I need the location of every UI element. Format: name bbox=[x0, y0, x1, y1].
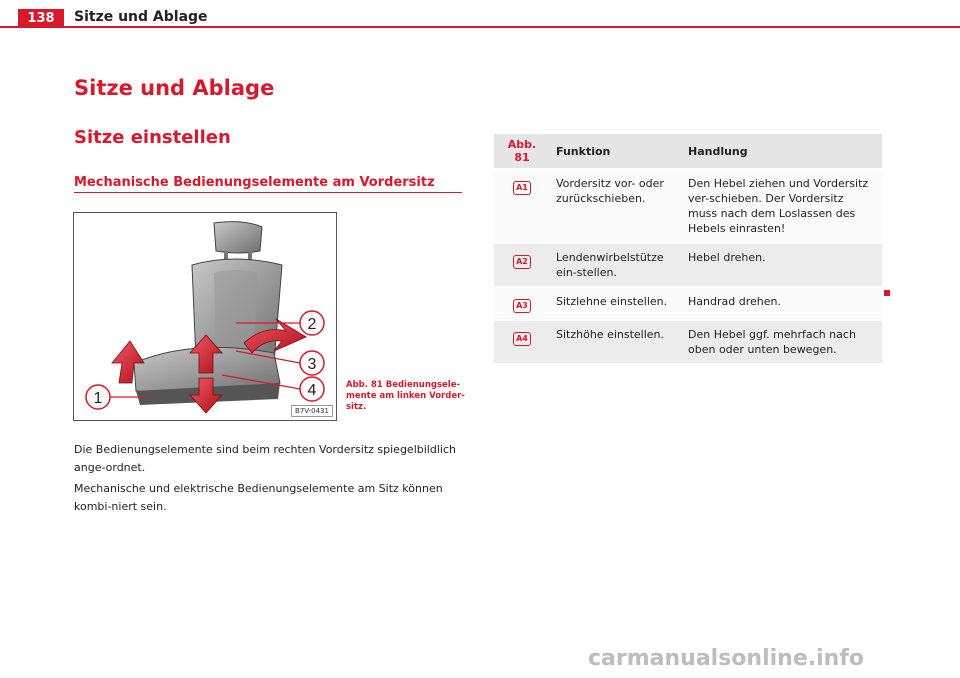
paragraph-combined: Mechanische und elektrische Bedienungselemente am Sitz können kombi-niert sein. bbox=[74, 482, 443, 513]
page-number: 138 bbox=[18, 9, 64, 28]
section-title: Sitze einstellen bbox=[74, 127, 231, 148]
function-table bbox=[494, 134, 882, 365]
cell-handlung: Hebel drehen. bbox=[682, 244, 882, 288]
header-funktion: Funktion bbox=[550, 134, 682, 170]
subsection-title: Mechanische Bedienungselemente am Vordersitz bbox=[74, 175, 435, 190]
ref-badge: A3 bbox=[513, 299, 531, 313]
table-row bbox=[494, 170, 882, 244]
seat-illustration bbox=[74, 213, 336, 420]
section-end-mark bbox=[884, 290, 890, 296]
cell-funktion: Lendenwirbelstütze ein-stellen. bbox=[550, 244, 682, 288]
subsection-rule bbox=[74, 192, 462, 193]
ref-badge: A1 bbox=[513, 181, 531, 195]
chapter-title: Sitze und Ablage bbox=[74, 76, 275, 100]
cell-funktion: Sitzlehne einstellen. bbox=[550, 288, 682, 321]
header-handlung: Handlung bbox=[682, 134, 882, 170]
paragraph-mirror: Die Bedienungselemente sind beim rechten Vordersitz spiegelbildlich ange-ordnet. bbox=[74, 443, 456, 474]
callout-4: 4 bbox=[307, 382, 317, 399]
ref-badge: A2 bbox=[513, 255, 531, 269]
cell-handlung: Den Hebel ziehen und Vordersitz ver-schieben. Der Vordersitz muss nach dem Loslassen des Hebels einrasten! bbox=[682, 170, 882, 244]
page-header bbox=[0, 0, 960, 28]
cell-handlung: Den Hebel ggf. mehrfach nach oben oder unten bewegen. bbox=[682, 321, 882, 365]
header-rule bbox=[0, 26, 960, 28]
figure-code: B7V-0431 bbox=[291, 405, 333, 417]
seat-figure bbox=[73, 212, 337, 421]
figure-caption: Abb. 81 Bedienungsele-mente am linken Vorder-sitz. bbox=[346, 380, 465, 412]
callout-1: 1 bbox=[93, 390, 103, 407]
cell-funktion: Sitzhöhe einstellen. bbox=[550, 321, 682, 365]
table-row bbox=[494, 288, 882, 321]
callout-2: 2 bbox=[307, 316, 317, 333]
cell-funktion: Vordersitz vor- oder zurückschieben. bbox=[550, 170, 682, 244]
running-title: Sitze und Ablage bbox=[74, 9, 208, 25]
callout-3: 3 bbox=[307, 356, 317, 373]
header-abb: Abb. 81 bbox=[494, 134, 550, 170]
ref-badge: A4 bbox=[513, 332, 531, 346]
cell-handlung: Handrad drehen. bbox=[682, 288, 882, 321]
footer-watermark: carmanualsonline.info bbox=[588, 646, 864, 671]
table-row bbox=[494, 321, 882, 365]
table-row bbox=[494, 244, 882, 288]
